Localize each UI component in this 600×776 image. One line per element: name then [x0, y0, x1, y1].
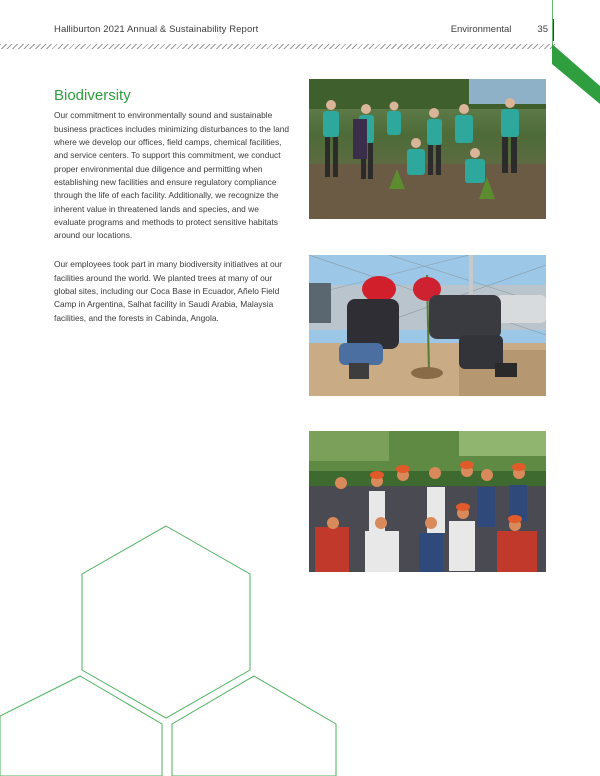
page-number: 35: [537, 24, 548, 35]
section-title: Biodiversity: [54, 87, 131, 105]
section-name: Environmental: [450, 24, 512, 35]
header-right: [451, 24, 548, 35]
paragraph-commitment: Our commitment to environmentally sound and sustainable business practices includes minimizing disturbances to the land where we develop our offices, field camps, chemical facilities, and service centers. To support this commitment, we conduct proper environmental due diligence and permitting when establishing new facilities and ensure regulatory compliance through the life of each facility. Additionally, we recognize the inherent value in threatened lands and species, and we evaluate programs and methods to protect sensitive habitats around our locations.: [54, 110, 290, 241]
paragraph-initiatives: Our employees took part in many biodiversity initiatives at our facilities around the world. We planted trees at many of our global sites, including our Coca Base in Ecuador, Añelo Field Camp in Argentina, Salhat facility in Saudi Arabia, Malaysia facilities, and the forests in Cabinda, Angola.: [54, 259, 283, 323]
corner-accent: [552, 0, 600, 110]
hexagon-outlines: [0, 520, 360, 776]
photo-hardhat-planting: [309, 255, 546, 396]
photo-tree-planting-group: [309, 79, 546, 219]
report-title: Halliburton 2021 Annual & Sustainability Report: [54, 24, 259, 35]
hatched-rule: [0, 44, 556, 49]
